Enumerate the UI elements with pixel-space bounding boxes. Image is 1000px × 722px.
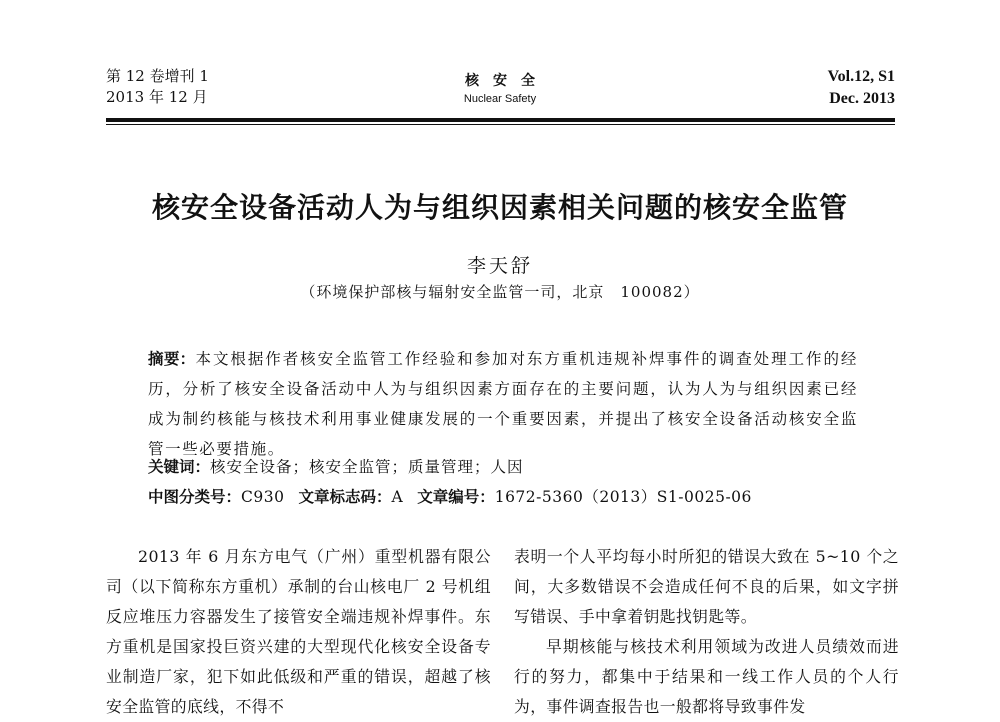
article-number-label: 文章编号：	[417, 488, 495, 506]
abstract-text: 本文根据作者核安全监管工作经验和参加对东方重机违规补焊事件的调查处理工作的经历，分析了核安全设备活动中人为与组织因素方面存在的主要问题，认为人为与组织因素已经成为制约核能与核技术利用事业健康发展的一个重要因素，并提出了核安全设备活动核安全监管一些必要措施。	[148, 350, 858, 458]
article-number-value: 1672-5360（2013）S1-0025-06	[494, 488, 752, 506]
abstract-label: 摘要：	[148, 350, 196, 368]
body-paragraph: 早期核能与核技术利用领域为改进人员绩效而进行的努力，都集中于结果和一线工作人员的个人行为，事件调查报告也一般都将导致事件发	[514, 637, 899, 716]
doc-code-value: A	[391, 488, 404, 506]
body-paragraph: 2013 年 6 月东方电气（广州）重型机器有限公司（以下简称东方重机）承制的台山核电厂 2 号机组反应堆压力容器发生了接管安全端违规补焊事件。东方重机是国家投巨资兴建的大型现代化核安全设备专业制造厂家，犯下如此低级和严重的错误，超越了核安全监管的底线，不得不	[106, 547, 491, 716]
date-en: Dec. 2013	[829, 90, 895, 107]
abstract	[148, 344, 858, 464]
classification-line	[148, 485, 752, 507]
body-column-left	[106, 542, 491, 722]
keywords-label: 关键词：	[148, 458, 211, 476]
running-header-volume	[828, 66, 895, 110]
header-rule-thin	[106, 124, 895, 125]
issue-date: 2013 年 12 月	[106, 88, 208, 106]
author-affiliation: （环境保护部核与辐射安全监管一司，北京 100082）	[300, 283, 700, 301]
author-name: 李天舒	[466, 255, 533, 277]
header-rule-thick	[106, 118, 895, 122]
keywords	[148, 455, 524, 477]
clc-value: C930	[241, 488, 285, 506]
doc-code-label: 文章标志码：	[298, 488, 392, 506]
keywords-text: 核安全设备；核安全监管；质量管理；人因	[210, 458, 524, 476]
body-paragraph: 表明一个人平均每小时所犯的错误大致在 5~10 个之间，大多数错误不会造成任何不良的后果，如文字拼写错误、手中拿着钥匙找钥匙等。	[514, 547, 899, 626]
volume-en: Vol.12, S1	[827, 68, 895, 85]
journal-name-cn: 核安全	[465, 73, 549, 89]
clc-label: 中图分类号：	[148, 488, 242, 506]
body-column-right	[514, 542, 899, 722]
article-title: 核安全设备活动人为与组织因素相关问题的核安全监管	[151, 191, 848, 224]
journal-name-en: Nuclear Safety	[463, 93, 537, 105]
issue-volume: 第 12 卷增刊 1	[106, 67, 209, 85]
